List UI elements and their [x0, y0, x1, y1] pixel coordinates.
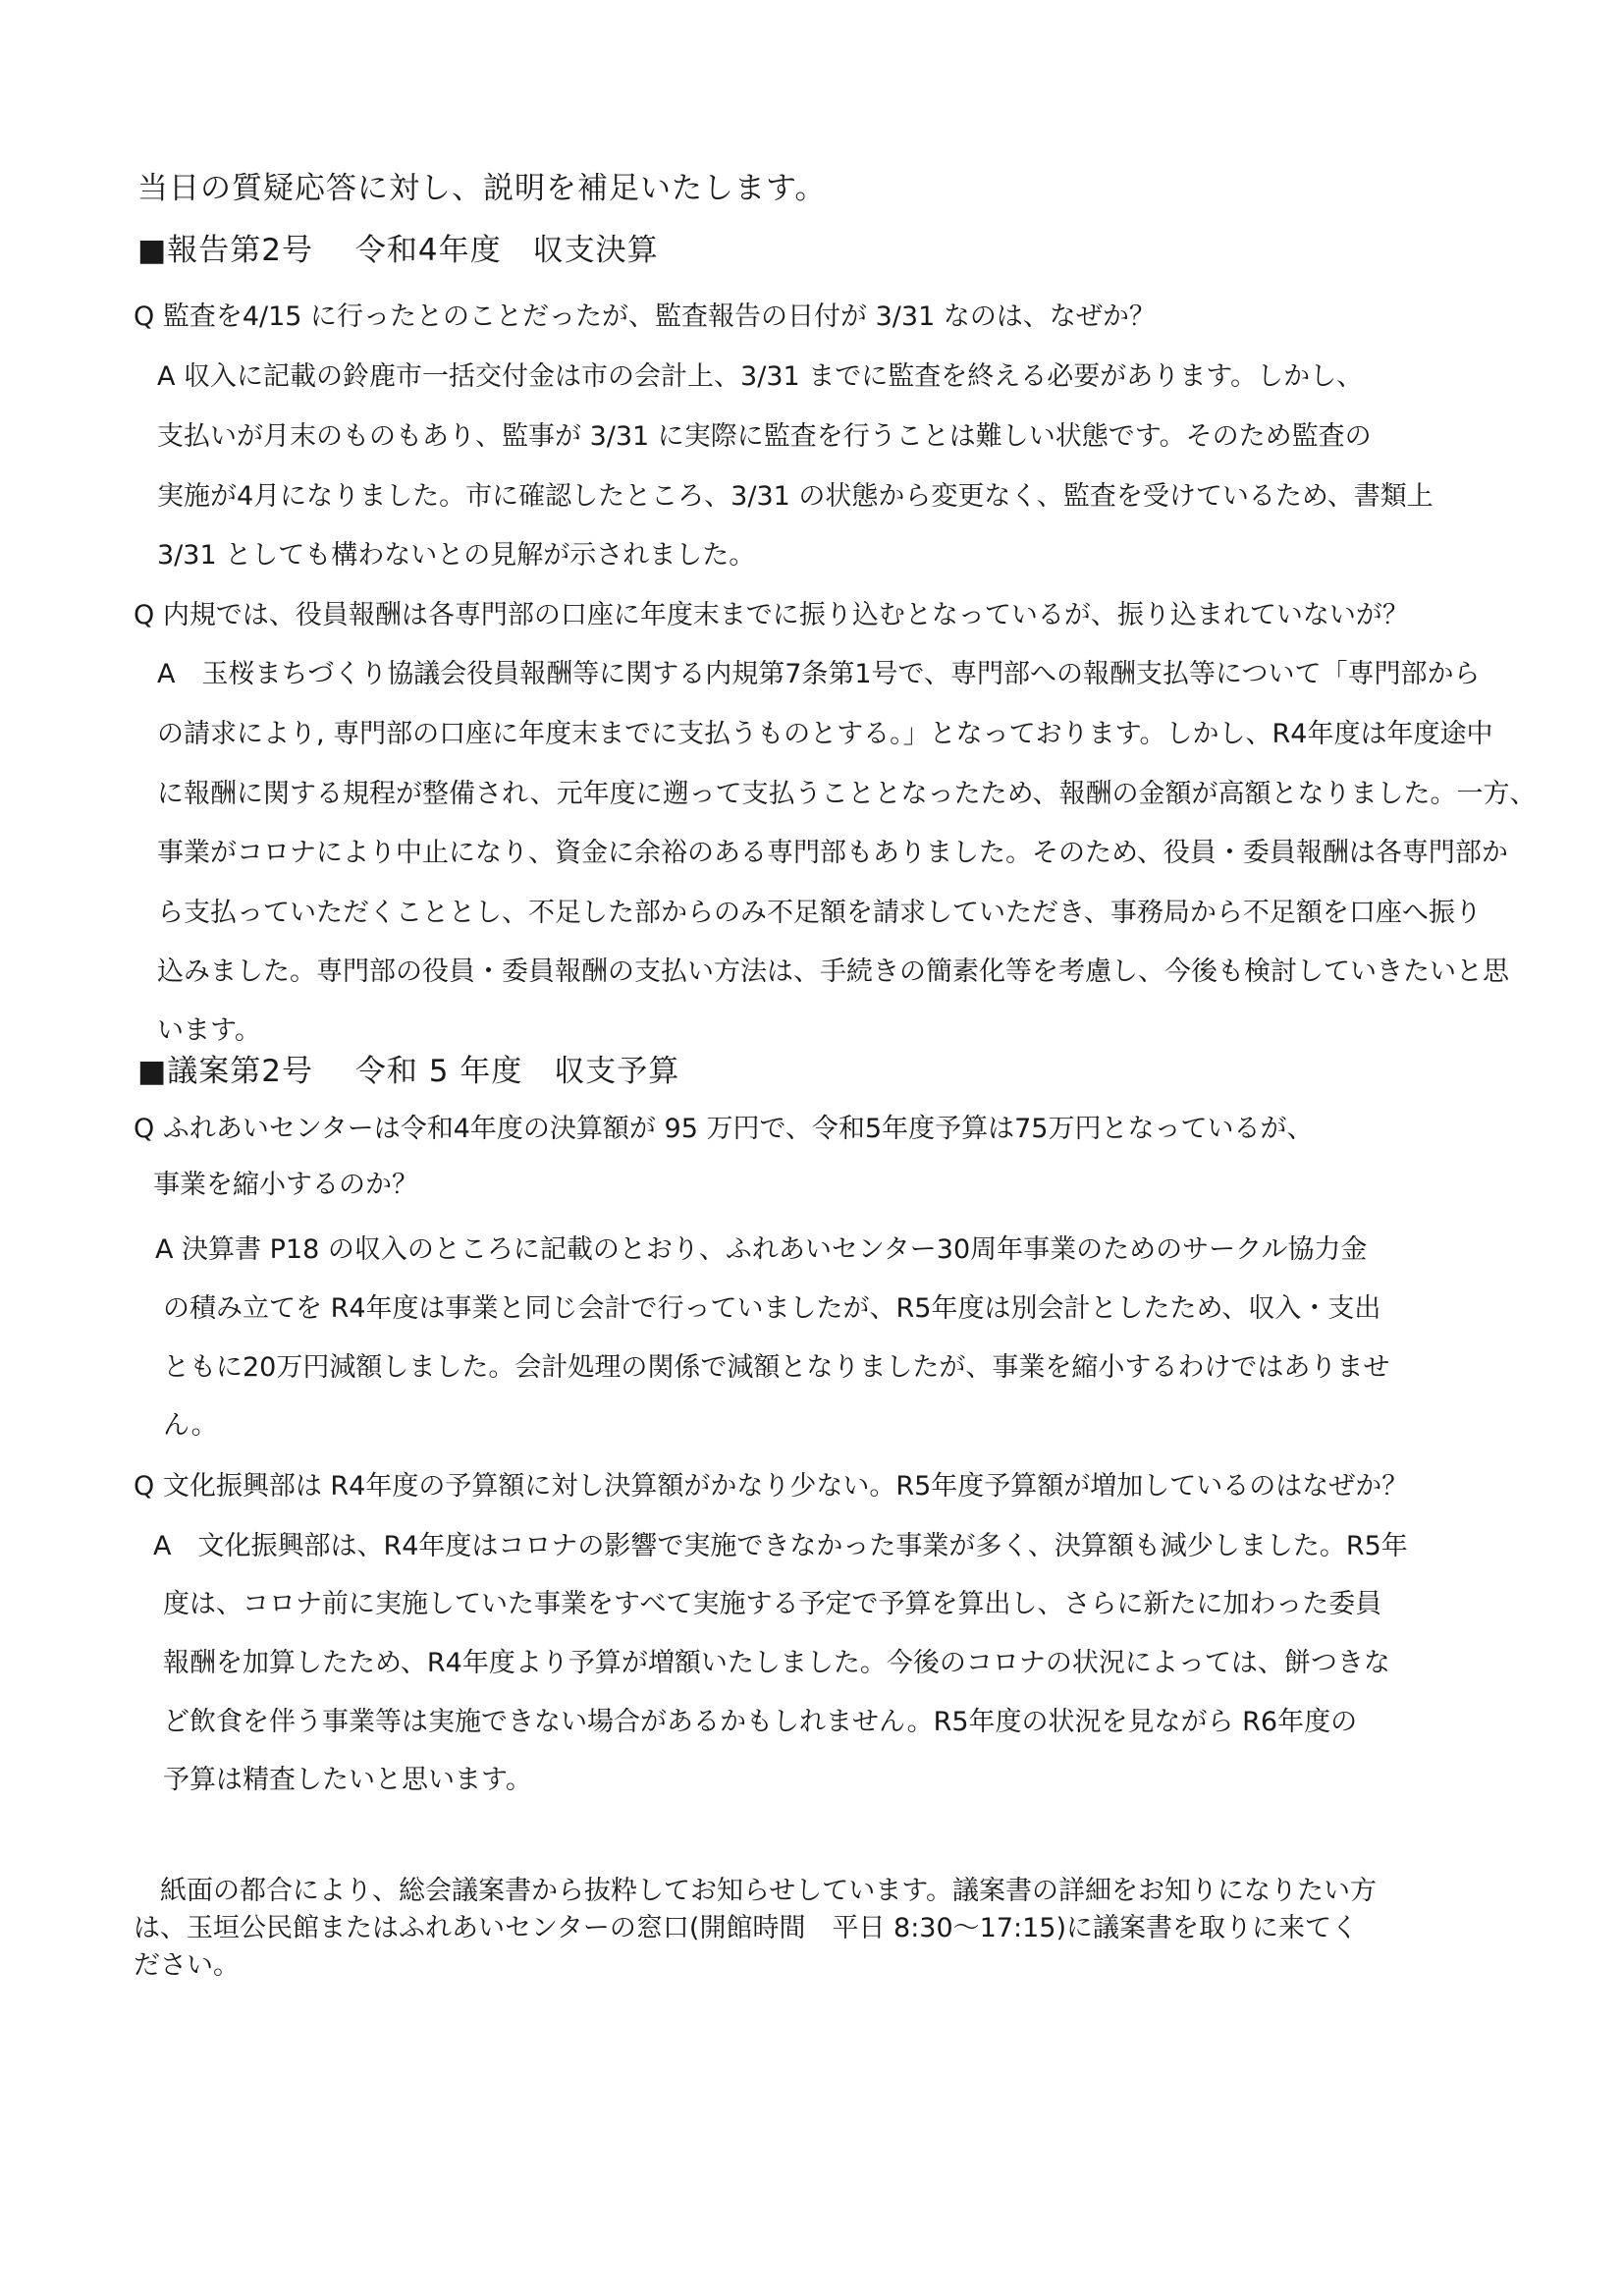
answer-line: ともに20万円減額しました。会計処理の関係で減額となりましたが、事業を縮小するわけではありませ	[163, 1352, 1390, 1383]
intro-text: 当日の質疑応答に対し、説明を補足いたします。	[137, 171, 827, 206]
answer-line: A 決算書 P18 の収入のところに記載のとおり、ふれあいセンター30周年事業のためのサークル協力金	[155, 1234, 1368, 1265]
question-officer-pay: Q 内規では、役員報酬は各専門部の口座に年度末までに振り込むとなっているが、振り込まれていないが？	[134, 600, 1409, 630]
answer-line: 込みました。専門部の役員・委員報酬の支払い方法は、手続きの簡素化等を考慮し、今後も検討していきたいと思	[157, 957, 1509, 987]
footer-note-line: は、玉垣公民館またはふれあいセンターの窓口(開館時間 平日 8:30～17:15)に議案書を取りに来てく	[134, 1913, 1359, 1943]
footer-note-line: 紙面の都合により、総会議案書から抜粋してお知らせしています。議案書の詳細をお知りになりたい方	[134, 1876, 1378, 1906]
question-audit-date: Q 監査を4/15 に行ったとのことだったが、監査報告の日付が 3/31 なのは、なぜか？	[134, 301, 1156, 332]
answer-line: います。	[157, 1015, 261, 1046]
footer-note-line: ださい。	[134, 1950, 240, 1981]
question-culture-dept: Q 文化振興部は R4年度の予算額に対し決算額がかなり少ない。R5年度予算額が増加しているのはなぜか？	[134, 1471, 1409, 1502]
answer-line: 3/31 としても構わないとの見解が示されました。	[157, 540, 756, 571]
question-fureai-center: Q ふれあいセンターは令和4年度の決算額が 95 万円で、令和5年度予算は75万円となっているが、	[134, 1114, 1314, 1144]
answer-line: 実施が4月になりました。市に確認したところ、3/31 の状態から変更なく、監査を受けているため、書類上	[157, 481, 1434, 512]
answer-line: 予算は精査したいと思います。	[163, 1765, 532, 1795]
answer-line: A 収入に記載の鈴鹿市一括交付金は市の会計上、3/31 までに監査を終える必要があります。しかし、	[157, 361, 1364, 392]
answer-line: ど飲食を伴う事業等は実施できない場合があるかもしれません。R5年度の状況を見ながら R6年度の	[163, 1707, 1358, 1737]
answer-line: A 玉桜まちづくり協議会役員報酬等に関する内規第7条第1号で、専門部への報酬支払等について「専門部から	[157, 659, 1481, 689]
answer-line: A 文化振興部は、R4年度はコロナの影響で実施できなかった事業が多く、決算額も減少しました。R5年	[153, 1531, 1408, 1561]
answer-line: ん。	[163, 1410, 218, 1441]
answer-line: ら支払っていただくこととし、不足した部からのみ不足額を請求していただき、事務局から不足額を口座へ振り	[157, 898, 1482, 928]
answer-line: の積み立てを R4年度は事業と同じ会計で行っていましたが、R5年度は別会計としたため、収入・支出	[163, 1293, 1381, 1324]
section-heading-report: ■報告第2号 令和4年度 収支決算	[137, 233, 659, 268]
question-line: 事業を縮小するのか？	[153, 1170, 418, 1200]
answer-line: 支払いが月末のものもあり、監事が 3/31 に実際に監査を行うことは難しい状態です。そのため監査の	[157, 421, 1372, 452]
answer-line: に報酬に関する規程が整備され、元年度に遡って支払うこととなったため、報酬の金額が高額となりました。一方、	[157, 779, 1537, 809]
answer-line: の請求により, 専門部の口座に年度末までに支払うものとする。」となっております。しかし、R4年度は年度途中	[157, 719, 1493, 749]
answer-line: 報酬を加算したため、R4年度より予算が増額いたしました。今後のコロナの状況によっては、餅つきな	[163, 1648, 1390, 1678]
section-heading-proposal: ■議案第2号 令和 5 年度 収支予算	[137, 1054, 680, 1089]
answer-line: 事業がコロナにより中止になり、資金に余裕のある専門部もありました。そのため、役員・委員報酬は各専門部か	[157, 838, 1508, 868]
answer-line: 度は、コロナ前に実施していた事業をすべて実施する予定で予算を算出し、さらに新たに加わった委員	[163, 1589, 1382, 1619]
